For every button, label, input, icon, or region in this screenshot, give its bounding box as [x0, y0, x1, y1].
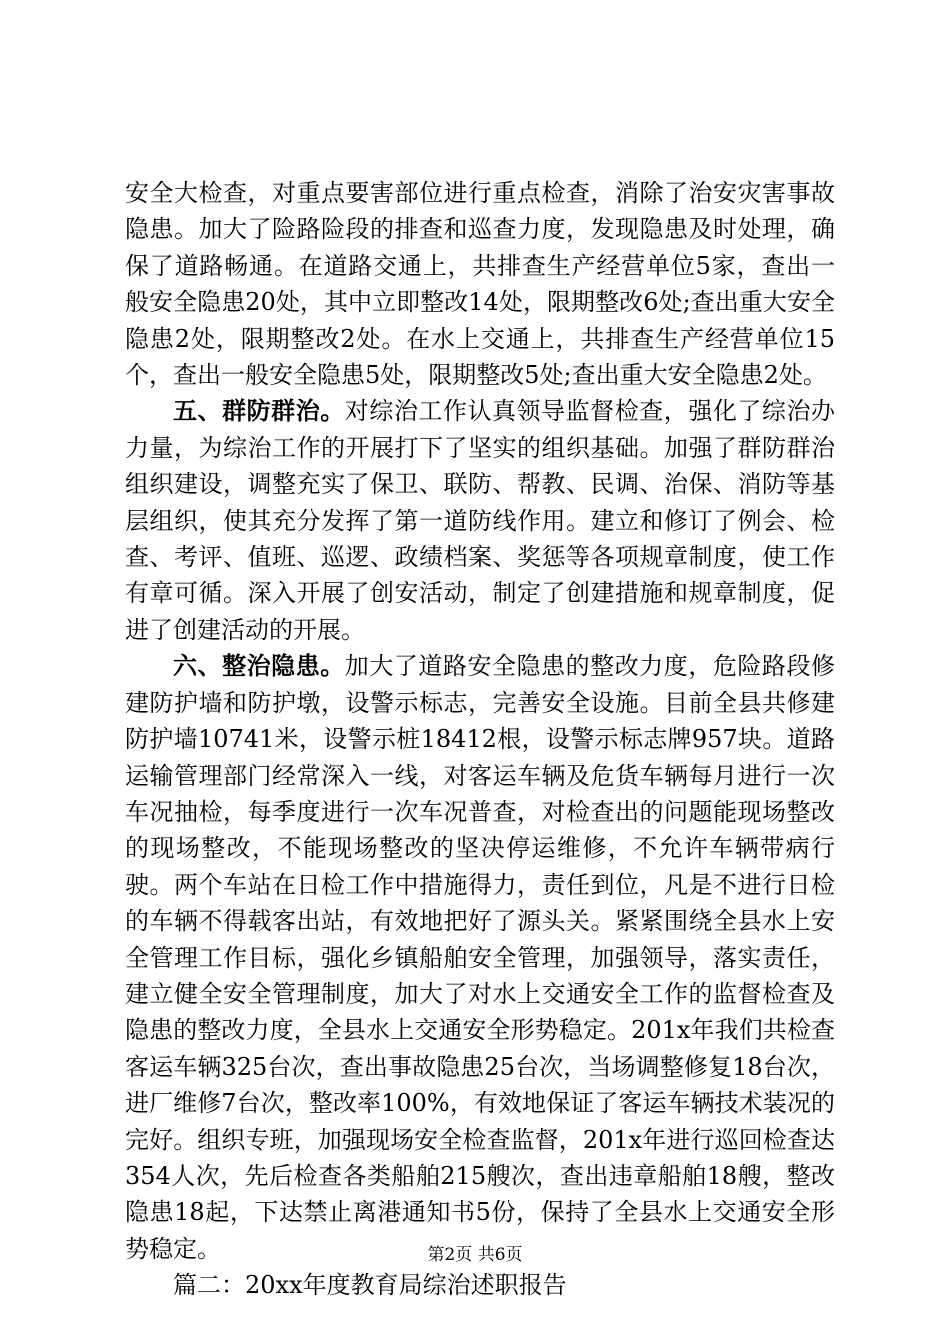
paragraph-part-two-title: [125, 1267, 835, 1303]
paragraph-text: 篇二：20xx年度教育局综治述职报告: [173, 1271, 567, 1300]
paragraph-text: 加大了道路安全隐患的整改力度，危险路段修建防护墙和防护墩，设警示标志，完善安全设施。目前全县共修建防护墙10741米，设警示桩18412根，设警示标志牌957块。道路运输管理部门经常深入一线，对客运车辆及危货车辆每月进行一次车况抽检，每季度进行一次车况普查，对检查出的问题能现场整改的现场整改，不能现场整改的坚决停运维修，不允许车辆带病行驶。两个车站在日检工作中措施得力，责任到位，凡是不进行日检的车辆不得载客出站，有效地把好了源头关。紧紧围绕全县水上安全管理工作目标，强化乡镇船舶安全管理，加强领导，落实责任，建立健全安全管理制度，加大了对水上交通安全工作的监督检查及隐患的整改力度，全县水上交通安全形势稳定。201x年我们共检查客运车辆325台次，查出事故隐患25台次，当场调整修复18台次，进厂维修7台次，整改率100%，有效地保证了客运车辆技术装况的完好。组织专班，加强现场安全检查监督，201x年进行巡回检查达354人次，先后检查各类船舶215艘次，查出违章船舶18艘，整改隐患18起，下达禁止离港通知书5份，保持了全县水上交通安全形势稳定。: [125, 652, 836, 1263]
section-heading: 六、整治隐患。: [173, 652, 345, 681]
paragraph-continued: [125, 175, 835, 393]
document-body: [125, 175, 835, 1304]
paragraph-text: 对综治工作认真领导监督检查，强化了综治办力量，为综治工作的开展打下了坚实的组织基础。加强了群防群治组织建设，调整充实了保卫、联防、帮教、民调、治保、消防等基层组织，使其充分发挥了第一道防线作用。建立和修订了例会、检查、考评、值班、巡逻、政绩档案、奖惩等各项规章制度，使工作有章可循。深入开展了创安活动，制定了创建措施和规章制度，促进了创建活动的开展。: [125, 397, 836, 644]
paragraph-section-five: [125, 393, 835, 648]
section-heading: 五、群防群治。: [173, 397, 345, 426]
paragraph-section-six: [125, 648, 835, 1267]
page-footer: 第2页 共6页: [427, 1245, 523, 1265]
paragraph-text: 安全大检查，对重点要害部位进行重点检查，消除了治安灾害事故隐患。加大了险路险段的排查和巡查力度，发现隐患及时处理，确保了道路畅通。在道路交通上，共排查生产经营单位5家，查出一般安全隐患20处，其中立即整改14处，限期整改6处;查出重大安全隐患2处，限期整改2处。在水上交通上，共排查生产经营单位15个，查出一般安全隐患5处，限期整改5处;查出重大安全隐患2处。: [125, 179, 835, 390]
